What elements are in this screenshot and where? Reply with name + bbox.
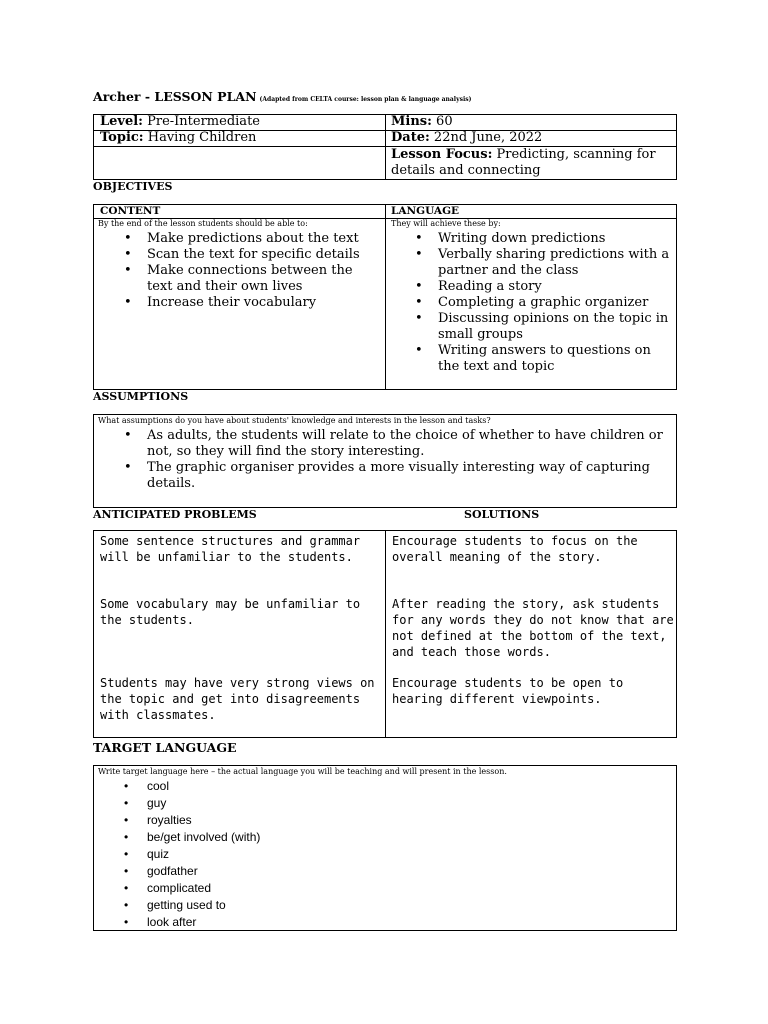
list-item: • Verbally sharing predictions with a partner and the class [415,247,670,278]
problem-2: Some vocabulary may be unfamiliar to the students. [100,597,361,627]
list-item: • Make connections between the text and their own lives [124,263,353,294]
level-cell [100,114,380,130]
content-list [124,231,379,311]
list-item: • Writing down predictions [415,231,606,246]
date-cell [391,130,671,146]
topic-cell [100,130,380,146]
list-item: • godfather [124,864,198,878]
level-value: Pre-Intermediate [147,114,260,129]
lesson-plan-title: Archer - LESSON PLAN [93,89,257,104]
page-title [93,89,471,104]
list-item: • Increase their vocabulary [124,295,317,310]
list-item: • look after [124,915,197,929]
assumptions-note: What assumptions do you have about students' knowledge and interests in the lesson and tasks? [98,416,491,425]
list-item: • Completing a graphic organizer [415,295,649,310]
solution-2: After reading the story, ask students for any words they do not know that are not defined at the bottom of the text, and teach those words. [392,597,674,659]
problem-1: Some sentence structures and grammar will be unfamiliar to the students. [100,534,361,564]
target-language-list [124,778,447,931]
list-item: • guy [124,796,167,810]
objectives-heading: OBJECTIVES [93,180,173,193]
assumptions-list [124,428,672,492]
focus-value: Predicting, scanning for details and connecting [391,147,656,178]
mins-value: 60 [436,114,453,129]
list-item: • royalties [124,813,192,827]
target-language-heading: TARGET LANGUAGE [93,740,237,755]
list-item: • Scan the text for specific details [124,247,360,262]
content-note: By the end of the lesson students should be able to: [98,219,308,228]
list-item: • quiz [124,847,170,861]
level-label: Level: [100,114,143,129]
language-note: They will achieve these by: [391,219,501,228]
list-item: • cool [124,779,170,793]
list-item: • be/get involved (with) [124,830,261,844]
list-item: • Discussing opinions on the topic in small groups [415,311,669,342]
focus-label: Lesson Focus: [391,147,493,162]
focus-cell [391,147,673,179]
topic-label: Topic: [100,130,144,145]
solution-1: Encourage students to focus on the overall meaning of the story. [392,534,638,564]
topic-value: Having Children [147,130,257,145]
list-item: • getting used to [124,898,226,912]
list-item: • Writing answers to questions on the text and topic [415,343,651,374]
language-list [415,231,673,375]
problems-heading: ANTICIPATED PROBLEMS [93,508,257,521]
date-value: 22nd June, 2022 [433,130,543,145]
content-header: CONTENT [100,205,161,217]
solution-3: Encourage students to be open to hearing different viewpoints. [392,676,624,706]
language-header: LANGUAGE [391,205,460,217]
list-item: • complicated [124,881,212,895]
list-item: • Reading a story [415,279,542,294]
problem-3: Students may have very strong views on the topic and get into disagreements with classmates. [100,676,375,722]
solutions-heading: SOLUTIONS [464,508,540,521]
target-language-note: Write target language here – the actual language you will be teaching and will present in the lesson. [98,767,507,776]
date-label: Date: [391,130,430,145]
assumptions-heading: ASSUMPTIONS [93,390,189,403]
mins-cell [391,114,671,130]
list-item: • As adults, the students will relate to the choice of whether to have children or not, so they will find the story interesting. [124,428,663,459]
list-item: • Make predictions about the text [124,231,359,246]
lesson-plan-subtitle: (Adapted from CELTA course: lesson plan & language analysis) [259,96,472,103]
mins-label: Mins: [391,114,432,129]
list-item: • The graphic organiser provides a more visually interesting way of capturing details. [124,460,651,491]
